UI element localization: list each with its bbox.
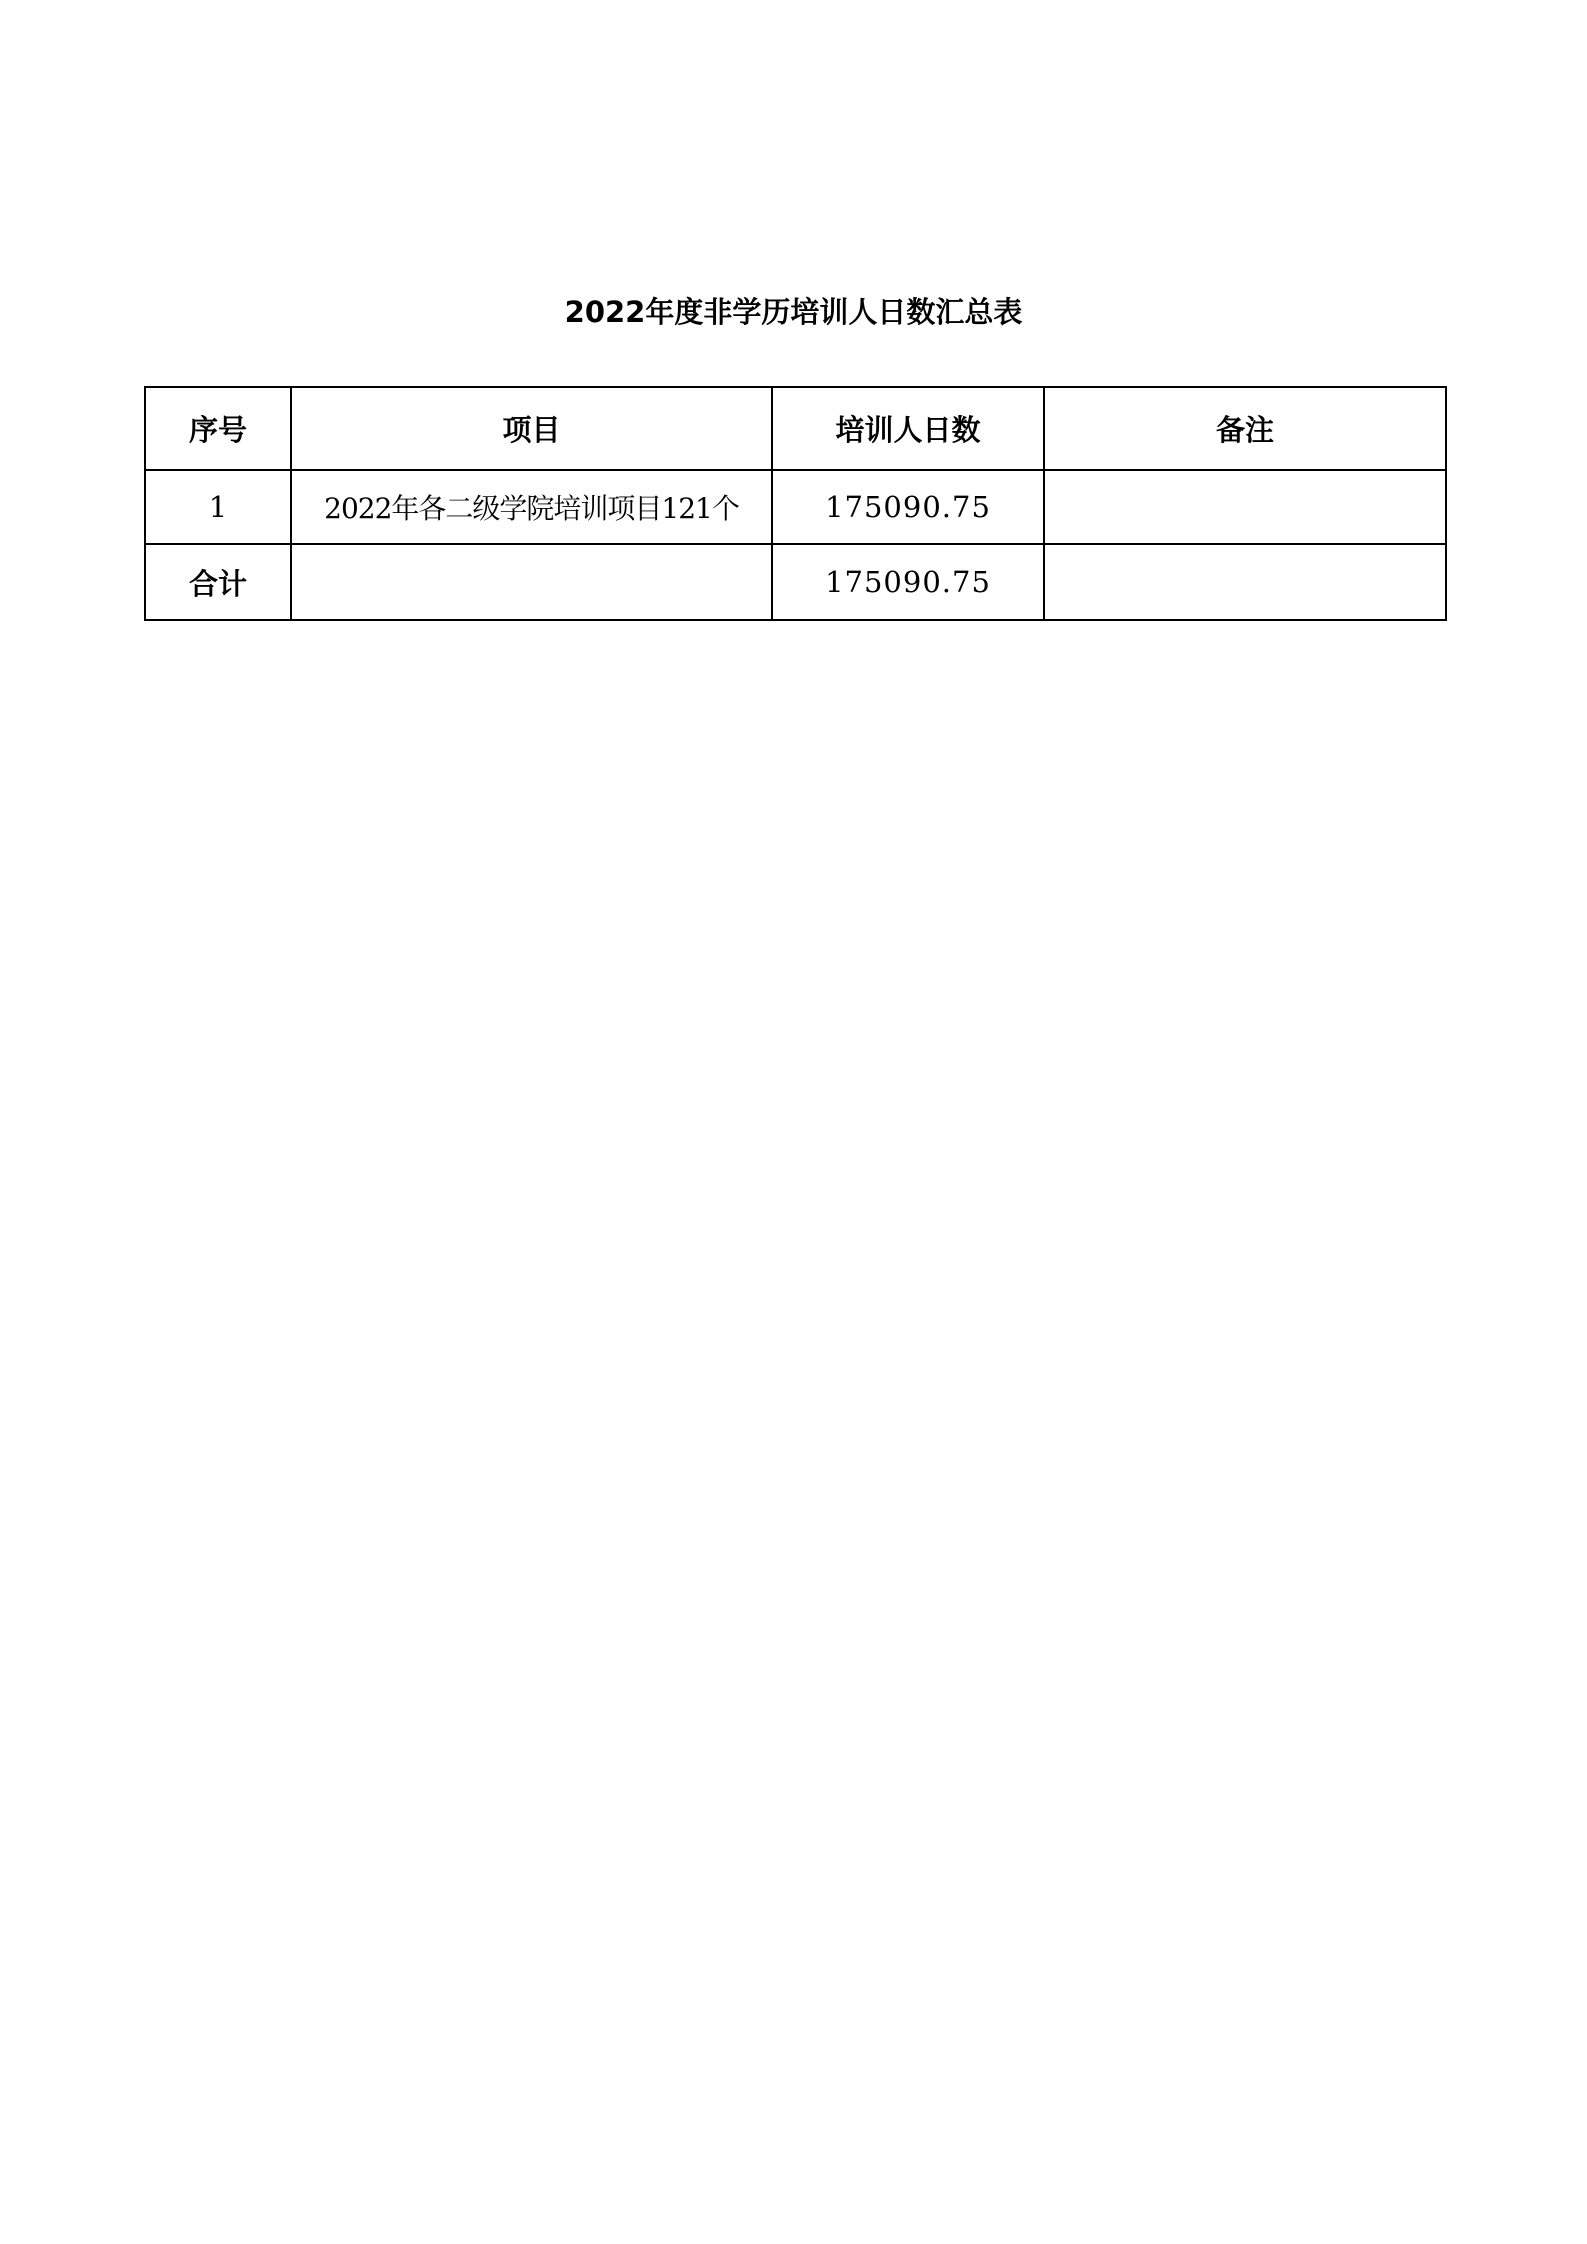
row-item-cell: 2022年各二级学院培训项目121个 <box>291 470 772 544</box>
page-title: 2022年度非学历培训人日数汇总表 <box>564 295 1023 329</box>
total-remark-cell <box>1044 544 1446 620</box>
row-days-cell: 175090.75 <box>772 470 1044 544</box>
table-row <box>145 470 1446 544</box>
total-label-cell: 合计 <box>145 544 291 620</box>
row-remark-cell <box>1044 470 1446 544</box>
row-index-cell: 1 <box>145 470 291 544</box>
header-item: 项目 <box>291 387 772 470</box>
total-item-cell <box>291 544 772 620</box>
header-training-days: 培训人日数 <box>772 387 1044 470</box>
table-header-row <box>145 387 1446 470</box>
header-index: 序号 <box>145 387 291 470</box>
total-days-cell: 175090.75 <box>772 544 1044 620</box>
table-total-row <box>145 544 1446 620</box>
header-remark: 备注 <box>1044 387 1446 470</box>
summary-table <box>144 386 1447 621</box>
